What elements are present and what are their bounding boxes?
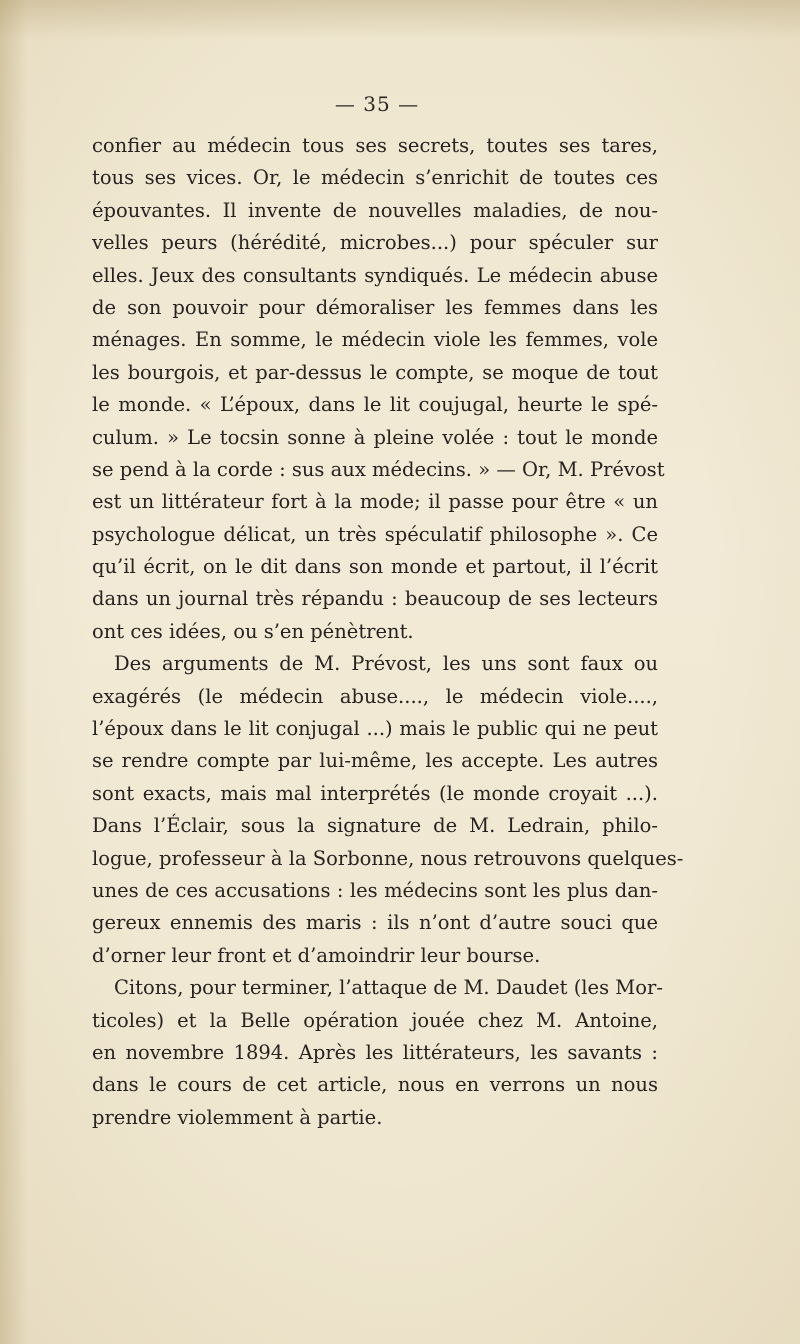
text-line: épouvantes. Il invente de nouvelles maladies, de nou- bbox=[92, 198, 658, 222]
text-line: tous ses vices. Or, le médecin s’enrichit de toutes ces bbox=[92, 166, 658, 190]
text-line: en novembre 1894. Après les littérateurs, les savants : bbox=[92, 1040, 658, 1064]
text-line: de son pouvoir pour démoraliser les femmes dans les bbox=[92, 295, 658, 319]
text-line: dans un journal très répandu : beaucoup de ses lecteurs bbox=[92, 587, 658, 611]
text-line: prendre violemment à partie. bbox=[92, 1105, 383, 1129]
text-line: culum. » Le tocsin sonne à pleine volée : tout le monde bbox=[92, 425, 658, 449]
text-line: velles peurs (hérédité, microbes...) pour spéculer sur bbox=[92, 231, 658, 255]
text-line: l’époux dans le lit conjugal ...) mais le public qui ne peut bbox=[92, 717, 658, 741]
text-line: se pend à la corde : sus aux médecins. » — Or, M. Prévost bbox=[92, 457, 665, 481]
text-line: Dans l’Éclair, sous la signature de M. Ledrain, philo- bbox=[92, 814, 658, 838]
text-line: les bourgois, et par-dessus le compte, se moque de tout bbox=[92, 360, 658, 384]
text-line: d’orner leur front et d’amoindrir leur bourse. bbox=[92, 943, 541, 967]
text-line: confier au médecin tous ses secrets, toutes ses tares, bbox=[92, 134, 658, 157]
text-line: Des arguments de M. Prévost, les uns sont faux ou bbox=[114, 652, 658, 676]
text-line: est un littérateur fort à la mode; il passe pour être « un bbox=[92, 490, 658, 514]
text-line: le monde. « L’époux, dans le lit coujugal, heurte le spé- bbox=[92, 393, 658, 417]
text-line: elles. Jeux des consultants syndiqués. Le médecin abuse bbox=[92, 263, 658, 287]
text-line: qu’il écrit, on le dit dans son monde et partout, il l’écrit bbox=[92, 555, 658, 579]
text-line: Citons, pour terminer, l’attaque de M. Daudet (les Mor- bbox=[114, 976, 663, 1000]
text-line: unes de ces accusations : les médecins sont les plus dan- bbox=[92, 878, 658, 902]
text-line: sont exacts, mais mal interprétés (le monde croyait ...). bbox=[92, 781, 658, 805]
text-line: ont ces idées, ou s’en pénètrent. bbox=[92, 619, 414, 643]
page-top-shadow bbox=[0, 0, 800, 40]
body-text bbox=[92, 130, 684, 1134]
text-line: gereux ennemis des maris : ils n’ont d’autre souci que bbox=[92, 911, 658, 935]
text-line: dans le cours de cet article, nous en verrons un nous bbox=[92, 1073, 658, 1097]
text-line: logue, professeur à la Sorbonne, nous retrouvons quelques- bbox=[92, 846, 684, 870]
text-line: se rendre compte par lui-même, les accepte. Les autres bbox=[92, 749, 658, 773]
page-number: — 35 — bbox=[334, 92, 420, 116]
text-line: ménages. En somme, le médecin viole les femmes, vole bbox=[92, 328, 658, 352]
page-edge-shadow bbox=[0, 0, 28, 1344]
text-line: ticoles) et la Belle opération jouée chez M. Antoine, bbox=[92, 1008, 658, 1032]
text-line: psychologue délicat, un très spéculatif philosophe ». Ce bbox=[92, 522, 658, 546]
text-line: exagérés (le médecin abuse...., le médecin viole...., bbox=[92, 684, 658, 708]
